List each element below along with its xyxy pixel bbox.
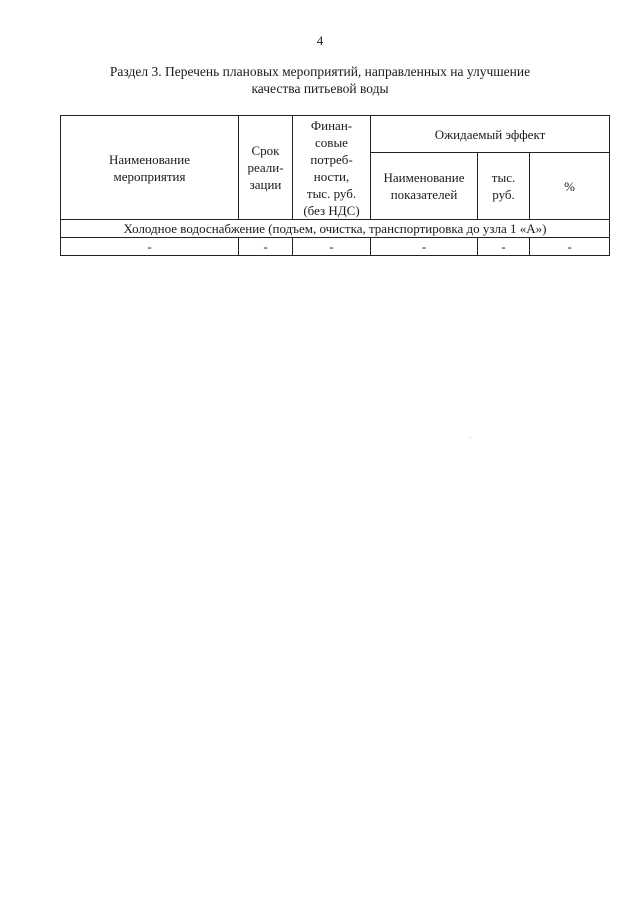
scan-speck (470, 437, 471, 438)
header-percent: % (530, 153, 610, 220)
table-cell: - (239, 238, 293, 256)
header-expected-effect: Ожидаемый эффект (371, 116, 610, 153)
section-title (60, 63, 580, 97)
header-measure-name: Наименование мероприятия (61, 116, 239, 220)
table-cell: - (61, 238, 239, 256)
page-number: 4 (316, 33, 324, 48)
header-financial-needs: Финан- совые потреб- ности, тыс. руб. (без НДС) (293, 116, 371, 220)
table-cell: - (293, 238, 371, 256)
section-title-line-1: Раздел 3. Перечень плановых мероприятий, направленных на улучшение (109, 64, 531, 79)
header-implementation-term: Срок реали- зации (239, 116, 293, 220)
section-title-line-2: качества питьевой воды (251, 81, 389, 96)
table-cell: - (371, 238, 478, 256)
group-label-cold-water: Холодное водоснабжение (подъем, очистка, транспортировка до узла 1 «А») (61, 220, 610, 238)
header-indicator-name: Наименование показателей (371, 153, 478, 220)
header-thousand-rub: тыс. руб. (478, 153, 530, 220)
table-cell: - (530, 238, 610, 256)
table-cell: - (478, 238, 530, 256)
measures-table (60, 115, 610, 256)
